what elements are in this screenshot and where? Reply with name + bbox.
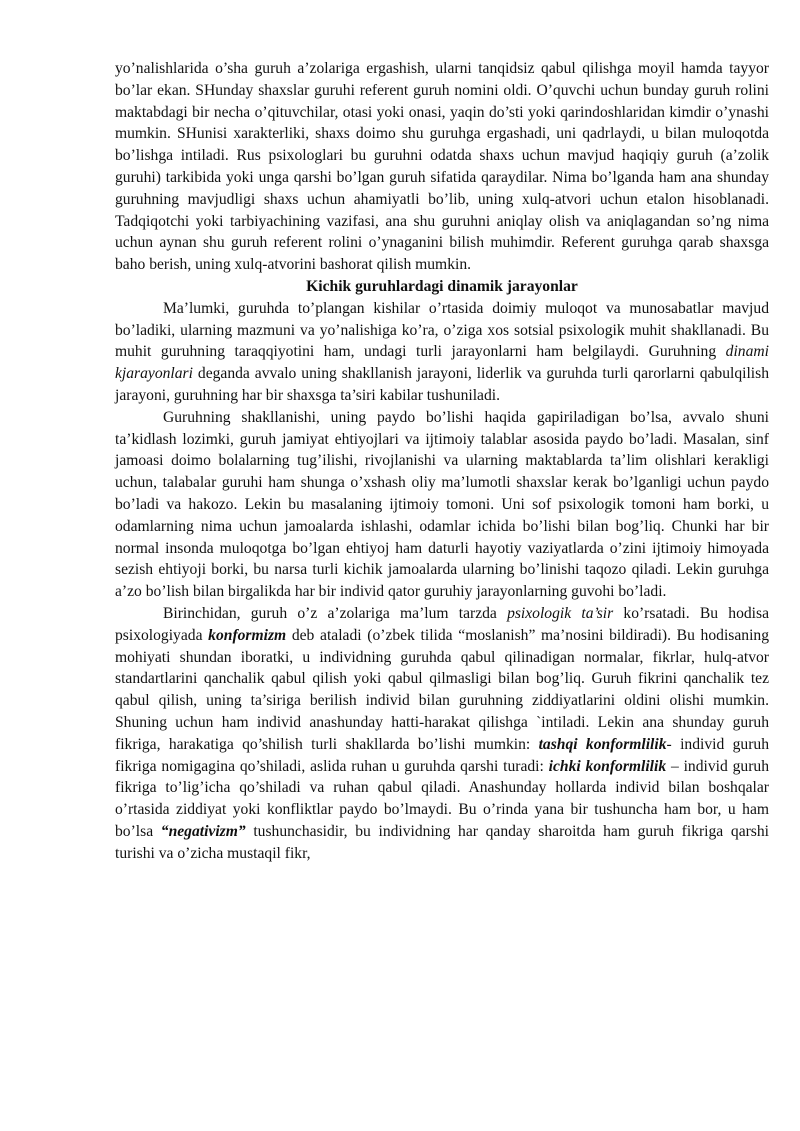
italic-term: dinami kjarayonlari [115, 343, 769, 383]
paragraph-group-formation: Guruhning shakllanishi, uning paydo bo’lishi haqida gapiriladigan bo’lsa, avvalo shuni ta’kidlash lozimki, guruh jamiyat ehtiyojlari va ijtimoiy talablar asosida paydo bo’ladi. Masalan, sinf jamoasi doimo bolalarning tug’ilishi, rivojlanishi va ularning maktablarda ta’lim olishlari kerakligi uchun, talabalar guruhi ham shunga o’xshash oliy ma’lumotli shaxslar kerak bo’lganligi uchun paydo bo’ladi va hakozo. Lekin bu masalaning ijtimoiy tomoni. Uni sof psixologik tomoni ham borki, u odamlarning nima uchun jamoalarda ishlashi, odamlar ichida bo’lishi bilan bog’liq. Chunki har bir normal insonda muloqotga bo’lgan ehtiyoj ham daturli hayotiy vaziyatlarda o’zini ijtimoiy himoyada sezish ehtiyoji borki, bu narsa turli kichik jamoalarda ularning bo’linishi taqozo qiladi. Lekin guruhga a’zo bo’lish bilan birgalikda har bir individ qator guruhiy jarayonlarning guvohi bo’ladi. [115, 408, 769, 601]
document-page [115, 58, 769, 864]
text-run: deb ataladi (o’zbek tilida “moslanish” ma’nosini bildiradi). Bu hodisaning mohiyati shundan iboratki, u individning guruhda qabul qilinadigan normalar, fikrlar, hulq-atvor standartlarini qanchalik qabul qilish yoki qabul qilmasligi bilan bog’liq. Guruh fikrini qanchalik tez qabul qilish, uning ta’siriga berilish individ bilan guruhning ziddiyatlarini oldini olishi mumkin. Shuning uchun ham individ anashunday hatti-harakat qilishga `intiladi. Lekin ana shunday guruh fikriga, harakatiga qo’shilish turli shakllarda bo’lishi mumkin: [115, 626, 769, 753]
text-run: - individ guruh fikriga nomigagina qo’shiladi, aslida ruhan u guruhda qarshi turadi: [115, 735, 769, 775]
text-run: Birinchidan, guruh o’z a’zolariga ma’lum tarzda [163, 604, 508, 622]
text-run: ko’rsatadi. Bu hodisa psixologiyada [115, 604, 769, 644]
bold-italic-term: “negativizm” [160, 822, 246, 840]
bold-italic-term: ichki konformlilik [548, 757, 667, 775]
text-run: Ma’lumki, guruhda to’plangan kishilar o’rtasida doimiy muloqot va munosabatlar mavjud bo’ladiki, ularning mazmuni va yo’nalishiga ko’ra, o’ziga xos sotsial psixologik muhit shakllanadi. Bu muhit guruhning taraqqiyotini ham, undagi turli jarayonlarni ham belgilaydi. Guruhning [115, 299, 769, 361]
paragraph-referent-group: yo’nalishlarida o’sha guruh a’zolariga ergashish, ularni tanqidsiz qabul qilishga moyil hamda tayyor bo’lar ekan. SHunday shaxslar guruhi referent guruh nomini oldi. O’quvchi uchun bunday guruh rolini maktabdagi bir necha o’qituvchilar, otasi yoki onasi, yaqin do’sti yoki qarindoshlaridan kimdir o’ynashi mumkin. SHunisi xarakterliki, shaxs doimo shu guruhga ergashadi, uni qadrlaydi, u bilan muloqotda bo’lishga intiladi. Rus psixologlari bu guruhni odatda shaxs uchun mavjud haqiqiy guruh (a’zolik guruhi) tarkibida yoki unga qarshi bo’lgan guruh sifatida qaraydilar. Nima bo’lganda ham ana shunday guruhning mavjudligi shaxs uchun ahamiyatli bo’lib, uning xulq-atvori uchun etalon hisoblanadi. Tadqiqotchi yoki tarbiyachining vazifasi, ana shu guruhni aniqlay olish va aniqlagandan so’ng nima uchun aynan shu guruh referent rolini o’ynaganini bilish muhimdir. Referent guruhga qarab shaxsga baho berish, uning xulq-atvorini bashorat qilish mumkin. [115, 60, 769, 274]
paragraph-conformism [115, 603, 769, 865]
text-run: – individ guruh fikriga to’lig’icha qo’shiladi va ruhan qabul qiladi. Anashunday hollarda individ bilan boshqalar o’rtasida ziddiyat yoki konfliktlar paydo bo’lmaydi. Bu o’rinda yana bir tushuncha ham bor, u ham bo’lsa [115, 757, 769, 840]
text-run: deganda avvalo uning shakllanish jarayoni, liderlik va guruhda turli qarorlarni qabulqilish jarayoni, guruhning har bir shaxsga ta’siri kabilar tushuniladi. [115, 365, 769, 404]
paragraph-group-dynamics [115, 298, 769, 407]
section-heading: Kichik guruhlardagi dinamik jarayonlar [306, 277, 578, 295]
bold-italic-term: tashqi konformlilik [538, 735, 667, 753]
italic-term: psixologik ta’sir [507, 604, 614, 622]
text-run: tushunchasidir, bu individning har qanday sharoitda ham guruh fikriga qarshi turishi va o’zicha mustaqil fikr, [115, 822, 769, 862]
bold-italic-term: konformizm [208, 626, 287, 644]
